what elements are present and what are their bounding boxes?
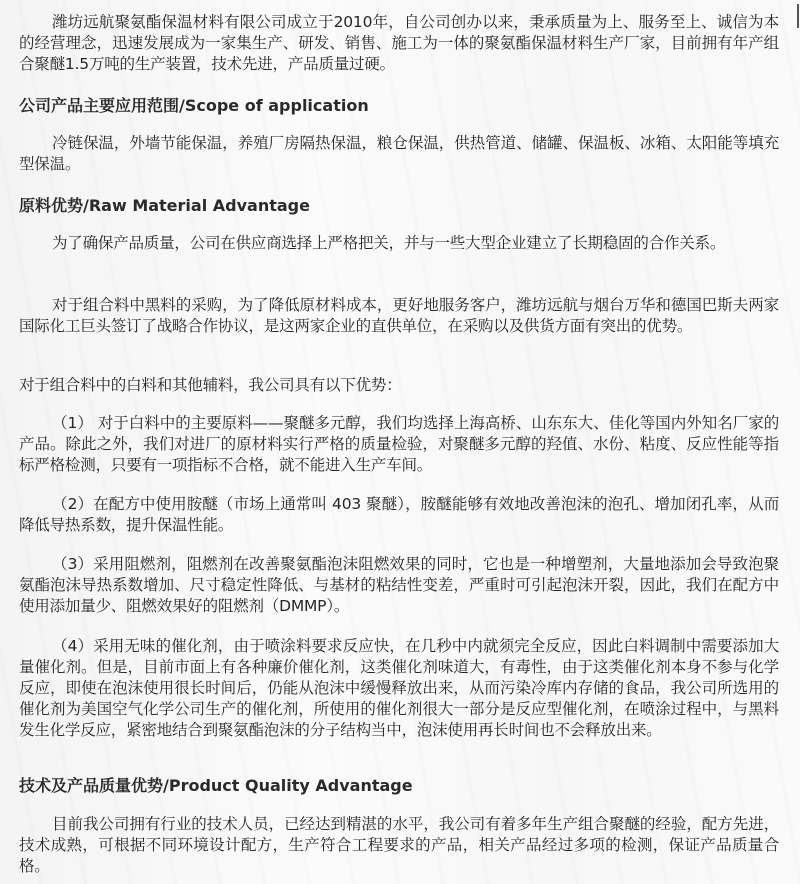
edge-divider-mark xyxy=(797,4,799,28)
quality-paragraph: 目前我公司拥有行业的技术人员，已经达到精湛的水平，我公司有着多年生产组合聚醚的经验，配方先进，技术成熟，可根据不同环境设计配方，生产符合工程要求的产品，相关产品经过多项的检测，保证产品质量合格。 xyxy=(19,815,779,875)
scope-paragraph: 冷链保温，外墙节能保温，养殖厂房隔热保温，粮仓保温，供热管道、储罐、保温板、冰箱、太阳能等填充型保温。 xyxy=(19,134,779,173)
intro-paragraph: 潍坊远航聚氨酯保温材料有限公司成立于2010年，自公司创办以来，秉承质量为上、服务至上、诚信为本的经营理念，迅速发展成为一家集生产、研发、销售、施工为一体的聚氨酯保温材料生产厂家，目前拥有年产组合聚醚1.5万吨的生产装置，技术先进，产品质量过硬。 xyxy=(19,13,779,73)
advantage-item-1: （1） 对于白料中的主要原料——聚醚多元醇，我们均选择上海高桥、山东东大、佳化等国内外知名厂家的产品。除此之外，我们对进厂的原材料实行严格的质量检验，对聚醚多元醇的羟值、水份、粘度、反应性能等指标严格检测，只要有一项指标不合格，就不能进入生产车间。 xyxy=(19,414,779,474)
advantage-item-2: （2）在配方中使用胺醚（市场上通常叫 403 聚醚），胺醚能够有效地改善泡沫的泡孔、增加闭孔率，从而降低导热系数，提升保温性能。 xyxy=(19,495,779,534)
advantage-item-4: （4）采用无味的催化剂，由于喷涂料要求反应快，在几秒中内就须完全反应，因此白料调制中需要添加大量催化剂。但是，目前市面上有各种廉价催化剂，这类催化剂味道大，有毒性，由于这类催化剂本身不参与化学反应，即使在泡沫使用很长时间后，仍能从泡沫中缓慢释放出来，从而污染冷库内存储的食品，我公司所选用的催化剂为美国空气化学公司生产的催化剂，所使用的催化剂很大一部分是反应型催化剂，在喷涂过程中，与黑料发生化学反应，紧密地结合到聚氨酯泡沫的分子结构当中，泡沫使用再长时间也不会释放出来。 xyxy=(19,637,779,739)
raw-material-paragraph-2: 对于组合料中黑料的采购，为了降低原材料成本，更好地服务客户，潍坊远航与烟台万华和德国巴斯夫两家国际化工巨头签订了战略合作协议，是这两家企业的直供单位，在采购以及供货方面有突出的优势。 xyxy=(19,296,779,335)
white-material-subheading: 对于组合料中的白料和其他辅料，我公司具有以下优势： xyxy=(19,376,402,394)
raw-material-paragraph-1: 为了确保产品质量，公司在供应商选择上严格把关，并与一些大型企业建立了长期稳固的合作关系。 xyxy=(52,234,726,252)
heading-raw-material-advantage: 原料优势/Raw Material Advantage xyxy=(19,196,310,215)
advantage-item-3: （3）采用阻燃剂，阻燃剂在改善聚氨酯泡沫阻燃效果的同时，它也是一种增塑剂，大量地添加会导致泡聚氨酯泡沫导热系数增加、尺寸稳定性降低、与基材的粘结性变差，严重时可引起泡沫开裂，因此，我们在配方中使用添加量少、阻燃效果好的阻燃剂（DMMP）。 xyxy=(19,555,779,615)
heading-product-quality-advantage: 技术及产品质量优势/Product Quality Advantage xyxy=(19,776,413,795)
heading-scope-of-application: 公司产品主要应用范围/Scope of application xyxy=(19,96,369,115)
